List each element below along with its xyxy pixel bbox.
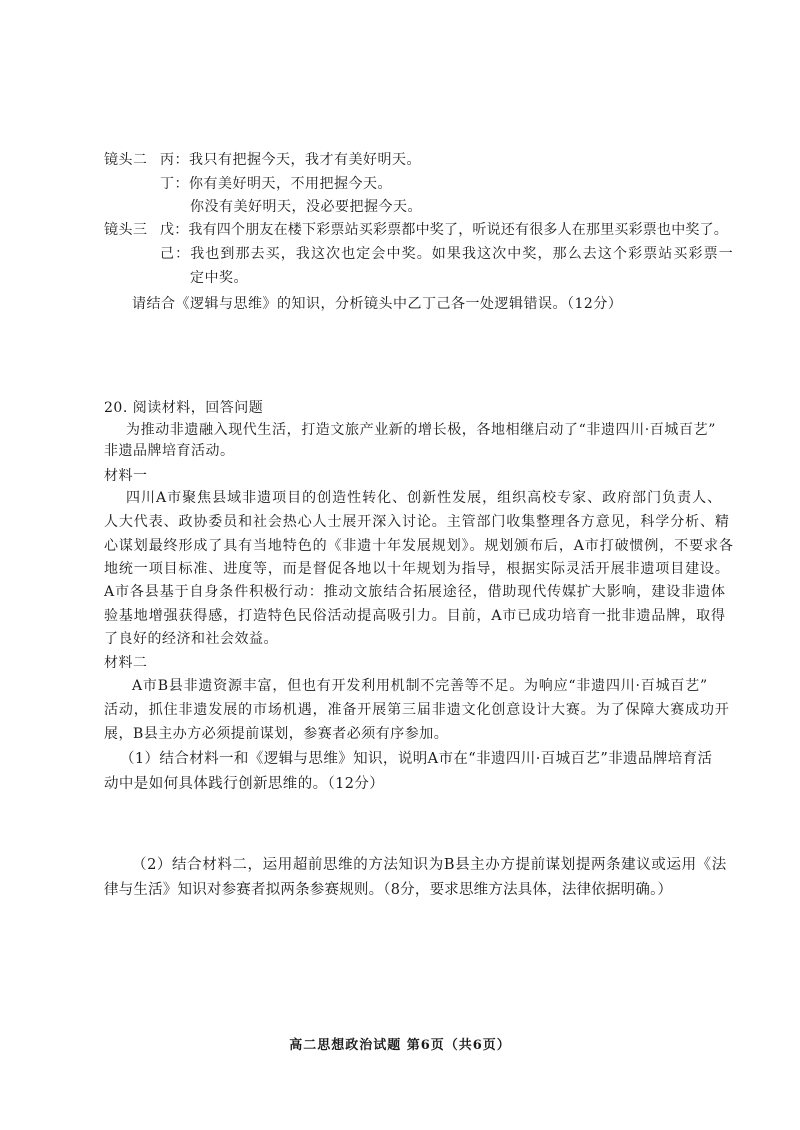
- scene3-line-wu: 戊：我有四个朋友在楼下彩票站买彩票都中奖了，听说还有很多人在那里买彩票也中奖了。: [160, 222, 728, 238]
- sub-question-1-line: （1）结合材料一和《逻辑与思维》知识，说明A市在“非遗四川·百城百艺”非遗品牌培育活: [120, 751, 713, 767]
- material2-line: 展，B县主办方必须提前谋划，参赛者必须有序参加。: [104, 726, 449, 742]
- scene3-line-ji: 己：我也到那去买，我这次也定会中奖。如果我这次中奖，那么去这个彩票站买彩票一: [160, 246, 734, 262]
- material1-label: 材料一: [104, 468, 148, 484]
- scene2-line-ding: 丁：你有美好明天，不用把握今天。: [160, 176, 392, 192]
- material1-line: 地统一项目标准、进度等，而是督促各地以十年规划为指导，根据实际灵活开展非遗项目建设。: [104, 561, 730, 577]
- sub-question-2-line: （2）结合材料二，运用超前思维的方法知识为B县主办方提前谋划提两条建议或运用《法: [132, 857, 727, 873]
- sub-question-1-line: 动中是如何具体践行创新思维的。（12分）: [104, 776, 385, 792]
- material2-line: A市B县非遗资源丰富，但也有开发利用机制不完善等不足。为响应“非遗四川·百城百艺”: [132, 678, 708, 694]
- scene3-line-ji-2: 定中奖。: [190, 270, 248, 286]
- scene2-label: 镜头二: [104, 152, 148, 168]
- material1-line: 心谋划最终形成了具有当地特色的《非遗十年发展规划》。规划颁布后，A市打破惯例，不要求各: [104, 538, 734, 554]
- material1-line: 四川A市聚焦县域非遗项目的创造性转化、创新性发展，组织高校专家、政府部门负责人、: [126, 490, 723, 506]
- scene2-line-ding-2: 你没有美好明天，没必要把握今天。: [190, 199, 422, 215]
- q19-prompt: 请结合《逻辑与思维》的知识，分析镜头中乙丁己各一处逻辑错误。（12分）: [132, 296, 623, 312]
- material1-line: 验基地增强获得感，打造特色民俗活动提高吸引力。目前，A市已成功培育一批非遗品牌，取得: [104, 608, 726, 624]
- material2-label: 材料二: [104, 655, 148, 671]
- q20-title: 20. 阅读材料，回答问题: [104, 400, 264, 416]
- q20-intro-line: 为推动非遗融入现代生活，打造文旅产业新的增长极，各地相继启动了“非遗四川·百城百艺”: [126, 422, 716, 438]
- material1-line: 人大代表、政协委员和社会热心人士展开深入讨论。主管部门收集整理各方意见，科学分析、精: [104, 514, 730, 530]
- material2-line: 活动，抓住非遗发展的市场机遇，准备开展第三届非遗文化创意设计大赛。为了保障大赛成功开: [104, 702, 730, 718]
- material1-line: 了良好的经济和社会效益。: [104, 631, 278, 647]
- q20-intro-line: 非遗品牌培育活动。: [104, 443, 235, 459]
- scene2-line-bing: 丙：我只有把握今天，我才有美好明天。: [160, 152, 421, 168]
- page-footer: 高二思想政治试题 第6页（共6页）: [289, 1038, 511, 1053]
- sub-question-2-line: 律与生活》知识对参赛者拟两条参赛规则。（8分，要求思维方法具体，法律依据明确。）: [104, 882, 673, 898]
- scene3-label: 镜头三: [104, 222, 148, 238]
- material1-line: A市各县基于自身条件积极行动：推动文旅结合拓展途径，借助现代传媒扩大影响，建设非遗体: [104, 584, 726, 600]
